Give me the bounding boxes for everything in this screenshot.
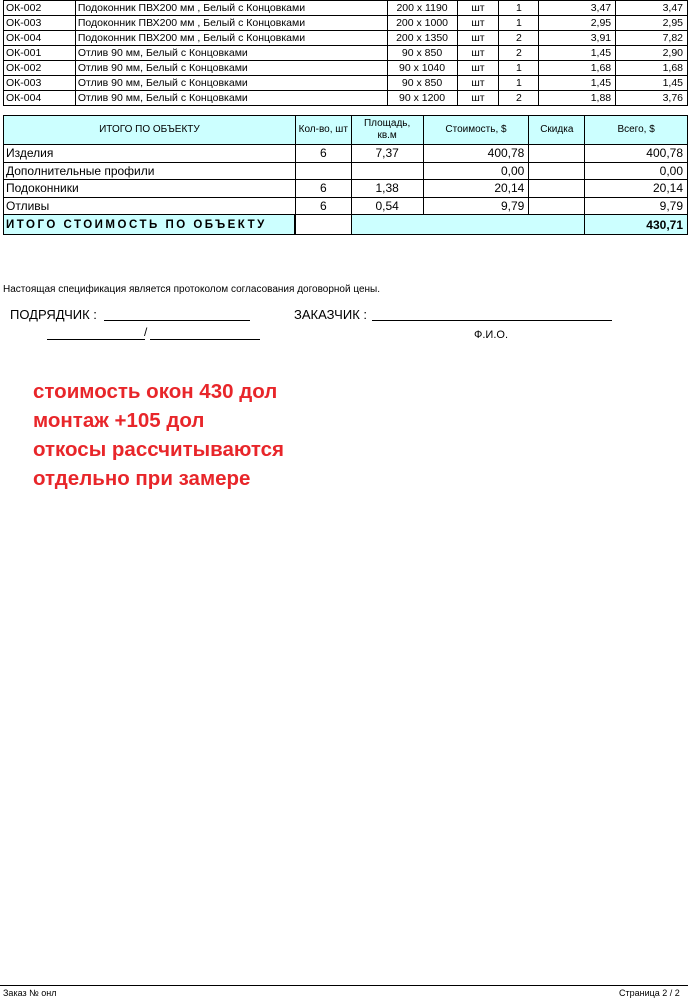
summary-cost: 9,79	[423, 197, 529, 215]
table-row	[4, 91, 688, 106]
summary-header-discount: Скидка	[529, 116, 585, 145]
summary-total-label: ИТОГО СТОИМОСТЬ ПО ОБЪЕКТУ	[4, 215, 296, 235]
item-qty: 1	[499, 1, 539, 16]
item-size: 200 x 1000	[387, 16, 457, 31]
summary-header-area: Площадь, кв.м	[351, 116, 423, 145]
fio-label: Ф.И.О.	[474, 329, 508, 341]
item-price: 1,68	[539, 61, 616, 76]
footer-divider	[0, 985, 688, 986]
summary-discount	[529, 197, 585, 215]
name-slash: /	[144, 325, 148, 339]
summary-row	[4, 197, 688, 215]
summary-total-value: 430,71	[585, 215, 688, 235]
item-size: 200 x 1350	[387, 31, 457, 46]
specification-note: Настоящая спецификация является протоколом согласования договорной цены.	[3, 284, 381, 295]
item-name: Отлив 90 мм, Белый с Концовками	[75, 76, 387, 91]
name-line-left	[47, 339, 145, 340]
summary-discount	[529, 145, 585, 163]
summary-total: 0,00	[585, 162, 688, 180]
item-name: Отлив 90 мм, Белый с Концовками	[75, 46, 387, 61]
item-sum: 1,68	[616, 61, 688, 76]
item-qty: 2	[499, 46, 539, 61]
item-size: 90 x 1040	[387, 61, 457, 76]
summary-table	[3, 115, 688, 235]
item-price: 3,91	[539, 31, 616, 46]
item-qty: 1	[499, 61, 539, 76]
table-row	[4, 61, 688, 76]
summary-label: Подоконники	[4, 180, 296, 198]
item-unit: шт	[457, 91, 499, 106]
summary-header-cost: Стоимость, $	[423, 116, 529, 145]
item-sum: 2,95	[616, 16, 688, 31]
summary-total: 20,14	[585, 180, 688, 198]
item-unit: шт	[457, 16, 499, 31]
item-price: 3,47	[539, 1, 616, 16]
item-code: ОК-004	[4, 31, 76, 46]
red-note-line-2: монтаж +105 дол	[33, 409, 205, 432]
item-code: ОК-003	[4, 76, 76, 91]
summary-discount	[529, 162, 585, 180]
summary-cost: 20,14	[423, 180, 529, 198]
name-line-right	[150, 339, 260, 340]
item-unit: шт	[457, 1, 499, 16]
summary-area: 7,37	[351, 145, 423, 163]
item-qty: 1	[499, 76, 539, 91]
item-sum: 1,45	[616, 76, 688, 91]
summary-header-row	[4, 116, 688, 145]
summary-label: Изделия	[4, 145, 296, 163]
summary-total-blank-2	[423, 215, 529, 235]
item-qty: 2	[499, 31, 539, 46]
item-size: 200 x 1190	[387, 1, 457, 16]
summary-label: Отливы	[4, 197, 296, 215]
summary-row	[4, 145, 688, 163]
summary-cost: 0,00	[423, 162, 529, 180]
item-unit: шт	[457, 31, 499, 46]
summary-total-blank-3	[529, 215, 585, 235]
item-code: ОК-001	[4, 46, 76, 61]
table-row	[4, 16, 688, 31]
item-unit: шт	[457, 76, 499, 91]
item-sum: 7,82	[616, 31, 688, 46]
client-signature-line	[372, 320, 612, 321]
contractor-signature-line	[104, 320, 250, 321]
item-size: 90 x 1200	[387, 91, 457, 106]
table-row	[4, 46, 688, 61]
summary-qty: 6	[295, 145, 351, 163]
summary-area: 1,38	[351, 180, 423, 198]
item-name: Отлив 90 мм, Белый с Концовками	[75, 61, 387, 76]
item-unit: шт	[457, 61, 499, 76]
item-price: 1,88	[539, 91, 616, 106]
summary-total: 400,78	[585, 145, 688, 163]
item-qty: 2	[499, 91, 539, 106]
summary-total: 9,79	[585, 197, 688, 215]
red-note-line-4: отдельно при замере	[33, 467, 251, 490]
item-sum: 3,47	[616, 1, 688, 16]
red-note-line-3: откосы рассчитываются	[33, 438, 285, 461]
footer-order-number: Заказ № онл	[3, 988, 57, 998]
summary-total-gap	[295, 215, 351, 235]
table-row	[4, 76, 688, 91]
item-code: ОК-004	[4, 91, 76, 106]
item-name: Подоконник ПВХ200 мм , Белый с Концовками	[75, 31, 387, 46]
summary-qty: 6	[295, 180, 351, 198]
summary-qty	[295, 162, 351, 180]
item-price: 1,45	[539, 46, 616, 61]
summary-header-qty: Кол-во, шт	[295, 116, 351, 145]
item-size: 90 x 850	[387, 46, 457, 61]
item-sum: 2,90	[616, 46, 688, 61]
summary-total-blank-1	[351, 215, 423, 235]
item-qty: 1	[499, 16, 539, 31]
item-unit: шт	[457, 46, 499, 61]
summary-total-row	[4, 215, 688, 235]
item-name: Подоконник ПВХ200 мм , Белый с Концовками	[75, 16, 387, 31]
summary-row	[4, 162, 688, 180]
item-code: ОК-002	[4, 61, 76, 76]
summary-row	[4, 180, 688, 198]
item-name: Отлив 90 мм, Белый с Концовками	[75, 91, 387, 106]
table-row	[4, 1, 688, 16]
item-code: ОК-002	[4, 1, 76, 16]
footer-page-number: Страница 2 / 2	[619, 988, 680, 998]
item-price: 2,95	[539, 16, 616, 31]
summary-area: 0,54	[351, 197, 423, 215]
red-note-line-1: стоимость окон 430 дол	[33, 380, 278, 403]
summary-header-title: ИТОГО ПО ОБЪЕКТУ	[4, 116, 296, 145]
summary-qty: 6	[295, 197, 351, 215]
summary-area	[351, 162, 423, 180]
client-label: ЗАКАЗЧИК :	[294, 307, 367, 322]
item-sum: 3,76	[616, 91, 688, 106]
contractor-label: ПОДРЯДЧИК :	[10, 307, 97, 322]
items-table	[3, 0, 688, 106]
summary-label: Дополнительные профили	[4, 162, 296, 180]
summary-header-total: Всего, $	[585, 116, 688, 145]
item-code: ОК-003	[4, 16, 76, 31]
item-name: Подоконник ПВХ200 мм , Белый с Концовками	[75, 1, 387, 16]
item-price: 1,45	[539, 76, 616, 91]
table-row	[4, 31, 688, 46]
summary-cost: 400,78	[423, 145, 529, 163]
summary-discount	[529, 180, 585, 198]
item-size: 90 x 850	[387, 76, 457, 91]
